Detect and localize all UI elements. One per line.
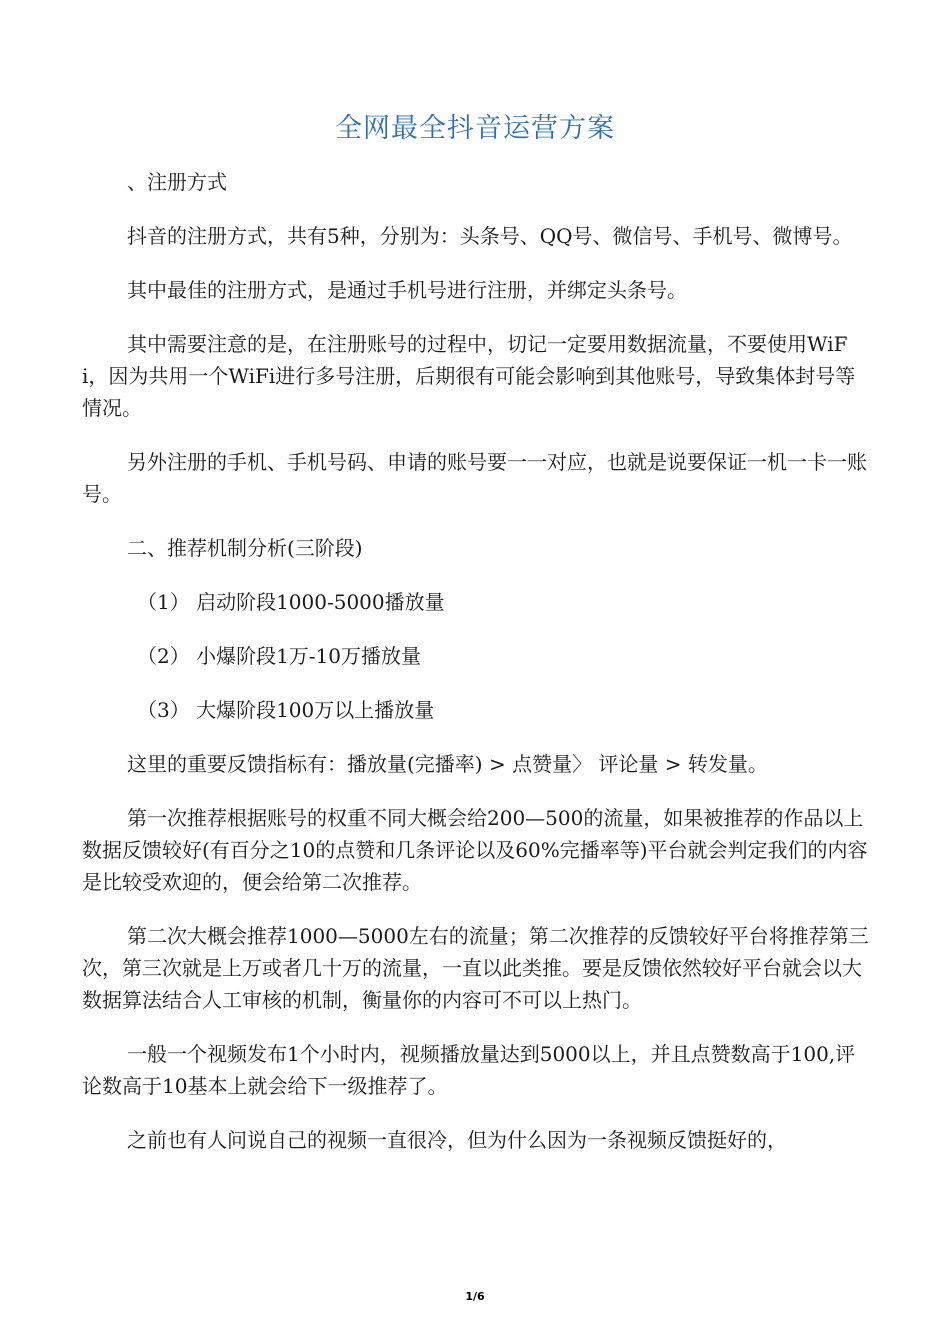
section-heading-registration: 、注册方式 <box>127 170 227 194</box>
section-heading-recommendation: 二、推荐机制分析(三阶段) <box>127 536 363 560</box>
paragraph-wifi-warning: 其中需要注意的是，在注册账号的过程中，切记一定要用数据流量，不要使用WiFi，因为共用一个WiFi进行多号注册，后期很有可能会影响到其他账号，导致集体封号等情况。 <box>82 332 856 420</box>
document-title: 全网最全抖音运营方案 <box>335 113 615 144</box>
list-item-stage-2: （2） 小爆阶段1万-10万播放量 <box>137 644 422 668</box>
paragraph-one-hour-threshold: 一般一个视频发布1个小时内，视频播放量达到5000以上，并且点赞数高于100,评论数高于10基本上就会给下一级推荐了。 <box>82 1042 856 1098</box>
paragraph-one-device: 另外注册的手机、手机号码、申请的账号要一一对应，也就是说要保证一机一卡一账号。 <box>82 450 867 506</box>
list-item-stage-3: （3） 大爆阶段100万以上播放量 <box>137 698 435 722</box>
document-body <box>82 166 872 1156</box>
paragraph-best-method: 其中最佳的注册方式，是通过手机号进行注册，并绑定头条号。 <box>127 278 687 302</box>
paragraph-cold-videos: 之前也有人问说自己的视频一直很冷，但为什么因为一条视频反馈挺好的， <box>127 1128 787 1152</box>
paragraph-second-recommendation: 第二次大概会推荐1000—5000左右的流量；第二次推荐的反馈较好平台将推荐第三次，第三次就是上万或者几十万的流量，一直以此类推。要是反馈依然较好平台就会以大数据算法结合人工审核的机制，衡量你的内容可不可以上热门。 <box>82 924 869 1012</box>
list-item-stage-1: （1） 启动阶段1000-5000播放量 <box>137 590 445 614</box>
paragraph-first-recommendation: 第一次推荐根据账号的权重不同大概会给200—500的流量，如果被推荐的作品以上数据反馈较好(有百分之10的点赞和几条评论以及60%完播率等)平台就会判定我们的内容是比较受欢迎的，便会给第二次推荐。 <box>82 806 868 894</box>
page-number: 1/6 <box>465 1290 485 1303</box>
paragraph-feedback-metrics: 这里的重要反馈指标有：播放量(完播率) > 点赞量〉 评论量 > 转发量。 <box>127 752 768 776</box>
paragraph-registration-methods: 抖音的注册方式，共有5种，分别为：头条号、QQ号、微信号、手机号、微博号。 <box>127 224 853 248</box>
